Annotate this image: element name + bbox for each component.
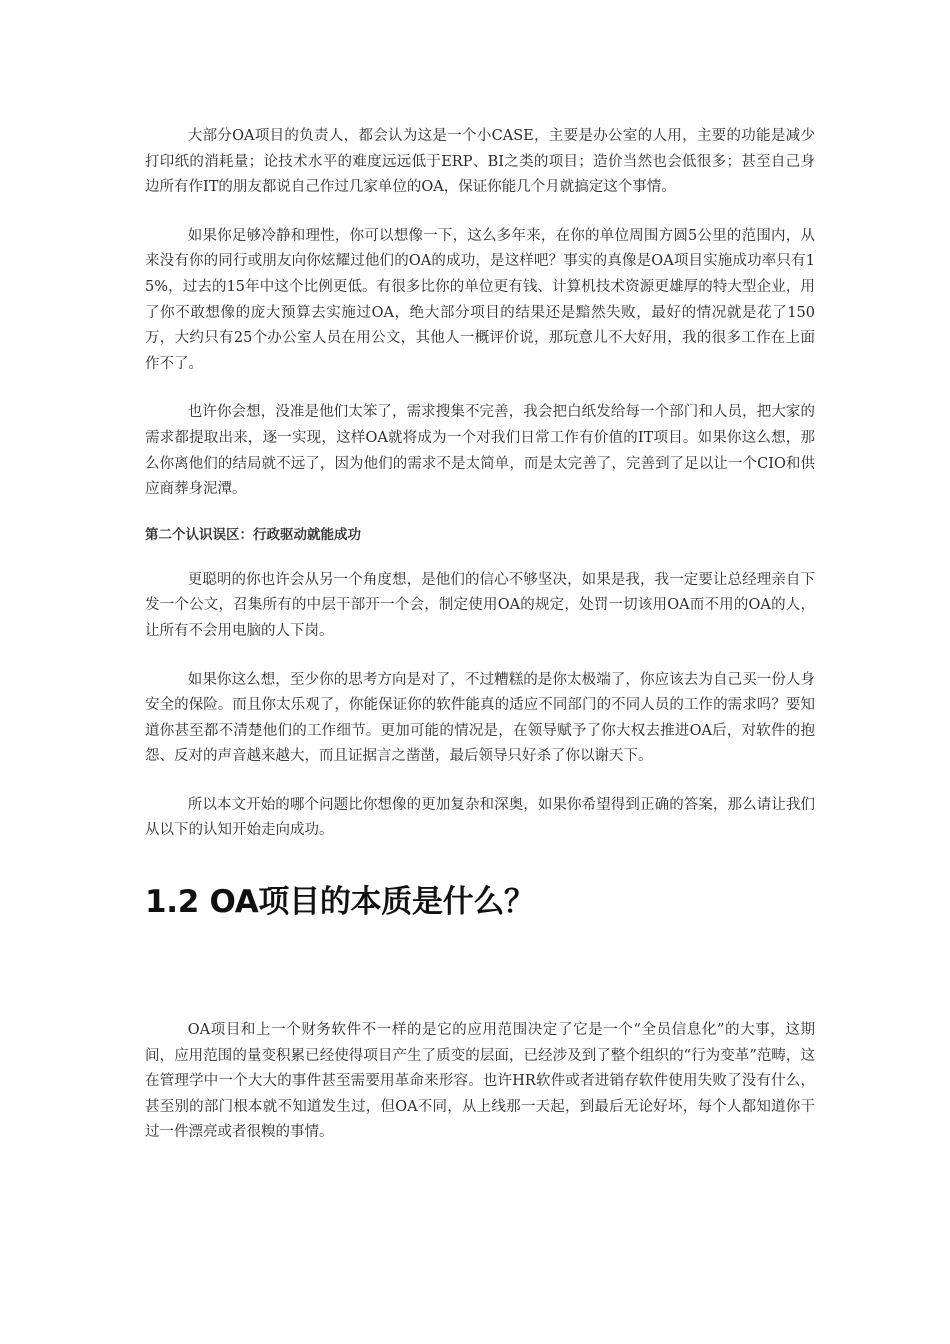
- paragraph-requirements-collection: 也许你会想，没准是他们太笨了，需求搜集不完善，我会把白纸发给每一个部门和人员，把大家的需求都提取出来，逐一实现，这样OA就将成为一个对我们日常工作有价值的IT项目。如果你这么想，那么你离他们的结局就不远了，因为他们的需求不是太简单，而是太完善了，完善到了足以让一个CIO和供应商葬身泥潭。: [145, 404, 815, 498]
- paragraph-gap: [145, 844, 815, 882]
- paragraph-gap: [145, 548, 815, 568]
- paragraph-gap: [145, 201, 815, 224]
- section-heading-oa-essence: 1.2 OA项目的本质是什么？: [145, 884, 535, 921]
- paragraph-too-extreme: 如果你这么想，至少你的思考方向是对了，不过糟糕的是你太极端了，你应该去为自己买一份人身安全的保险。而且你太乐观了，你能保证你的软件能真的适应不同部门的不同人员的工作的需求吗？要知道你甚至都不清楚他们的工作细节。更加可能的情况是，在领导赋予了你大权去推进OA后，对软件的抱怨、反对的声音越来越大，而且证据言之凿凿，最后领导只好杀了你以谢天下。: [145, 671, 815, 765]
- paragraph-organization-wide-change: OA项目和上一个财务软件不一样的是它的应用范围决定了它是一个“全员信息化”的大事，这期间，应用范围的量变积累已经使得项目产生了质变的层面，已经涉及到了整个组织的“行为变革”范畴，这在管理学中一个大大的事件甚至需要用革命来形容。也许HR软件或者进销存软件使用失败了没有什么，甚至别的部门根本就不知道发生过，但OA不同，从上线那一天起，到最后无论好坏，每个人都知道你干过一件漂亮或者很糗的事情。: [145, 1022, 815, 1141]
- paragraph-gap: [145, 645, 815, 668]
- paragraph-oa-success-rate: 如果你足够冷静和理性，你可以想像一下，这么多年来，在你的单位周围方圆5公里的范围内，从来没有你的同行或朋友向你炫耀过他们的OA的成功，是这样吧？事实的真像是OA项目实施成功率只有15%，过去的15年中这个比例更低。有很多比你的单位更有钱、计算机技术资源更雄厚的特大型企业，用了你不敢想像的庞大预算去实施过OA，绝大部分项目的结果还是黯然失败，最好的情况就是花了150万，大约只有25个办公室人员在用公文，其他人一概评价说，那玩意儿不大好用，我的很多工作在上面作不了。: [145, 227, 815, 372]
- paragraph-path-to-success: 所以本文开始的哪个问题比你想像的更加复杂和深奥，如果你希望得到正确的答案，那么请让我们从以下的认知开始走向成功。: [145, 796, 815, 839]
- paragraph-administrative-drive: 更聪明的你也许会从另一个角度想，是他们的信心不够坚决，如果是我，我一定要让总经理亲自下发一个公文，召集所有的中层干部开一个会，制定使用OA的规定，处罚一切该用OA而不用的OA的人，让所有不会用电脑的人下岗。: [145, 571, 815, 639]
- section-gap: [145, 922, 815, 1018]
- paragraph-gap: [145, 377, 815, 400]
- subheading-second-misconception: 第二个认识误区：行政驱动就能成功: [145, 526, 361, 543]
- document-body: [145, 124, 815, 1146]
- paragraph-gap: [145, 503, 815, 523]
- paragraph-gap: [145, 770, 815, 793]
- paragraph-oa-misconception-intro: 大部分OA项目的负责人，都会认为这是一个小CASE，主要是办公室的人用，主要的功能是减少打印纸的消耗量；论技术水平的难度远远低于ERP、BI之类的项目；造价当然也会低很多；甚至自己身边所有作IT的朋友都说自己作过几家单位的OA，保证你能几个月就搞定这个事情。: [145, 128, 815, 196]
